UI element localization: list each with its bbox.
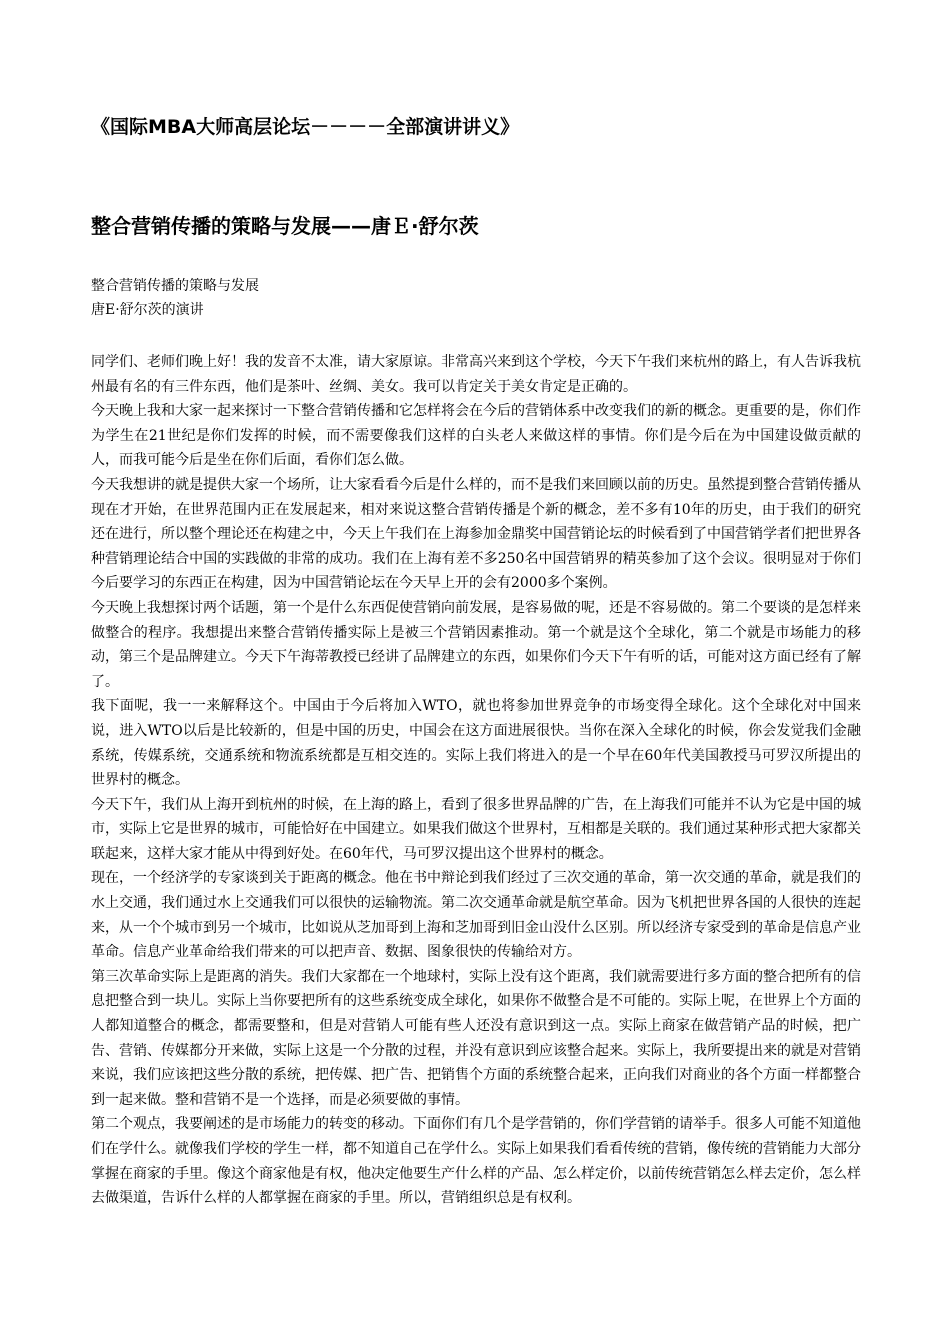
paragraph: 同学们、老师们晚上好！我的发音不太准，请大家原谅。非常高兴来到这个学校，今天下午我们来杭州的路上，有人告诉我杭州最有名的有三件东西，他们是茶叶、丝绸、美女。我可以肯定关于美女肯定是正确的。 bbox=[91, 354, 861, 395]
paragraph: 今天我想讲的就是提供大家一个场所，让大家看看今后是什么样的，而不是我们来回顾以前的历史。虽然提到整合营销传播从现在才开始，在世界范围内正在发展起来，相对来说这整合营销传播是个新的概念，差不多有10年的历史，由于我们的研究还在进行，所以整个理论还在构建之中，今天上午我们在上海参加金鼎奖中国营销论坛的时候看到了中国营销学者们把世界各种营销理论结合中国的实践做的非常的成功。我们在上海有差不多250名中国营销界的精英参加了这个会议。很明显对于你们今后要学习的东西正在构建，因为中国营销论坛在今天早上开的会有2000多个案例。 bbox=[91, 476, 861, 592]
paragraph: 我下面呢，我一一来解释这个。中国由于今后将加入WTO，就也将参加世界竞争的市场变得全球化。这个全球化对中国来说，进入WTO以后是比较新的，但是中国的历史，中国会在这方面进展很快。当你在深入全球化的时候，你会发觉我们金融系统，传媒系统，交通系统和物流系统都是互相交连的。实际上我们将进入的是一个早在60年代美国教授马可罗汉所提出的世界村的概念。 bbox=[91, 698, 861, 789]
paragraph: 今天晚上我想探讨两个话题，第一个是什么东西促使营销向前发展，是容易做的呢，还是不容易做的。第二个要谈的是怎样来做整合的程序。我想提出来整合营销传播实际上是被三个营销因素推动。第一个就是这个全球化，第二个就是市场能力的移动，第三个是品牌建立。今天下午海蒂教授已经讲了品牌建立的东西，如果你们今天下午有听的话，可能对这方面已经有了解了。 bbox=[91, 599, 861, 690]
speaker-line: 唐E·舒尔茨的演讲 bbox=[91, 302, 204, 318]
speech-subtitle: 整合营销传播的策略与发展 bbox=[91, 278, 259, 294]
speech-body bbox=[91, 350, 861, 1211]
document-title: 《国际MBA大师高层论坛－－－－全部演讲讲义》 bbox=[91, 116, 520, 138]
speech-title: 整合营销传播的策略与发展——唐Ｅ·舒尔茨 bbox=[91, 214, 479, 238]
paragraph: 现在，一个经济学的专家谈到关于距离的概念。他在书中辩论到我们经过了三次交通的革命，第一次交通的革命，就是我们的水上交通，我们通过水上交通我们可以很快的运输物流。第二次交通革命就是航空革命。因为飞机把世界各国的人很快的连起来，从一个个城市到另一个城市，比如说从芝加哥到上海和芝加哥到旧金山没什么区别。所以经济专家受到的革命是信息产业革命。信息产业革命给我们带来的可以把声音、数据、图象很快的传输给对方。 bbox=[91, 870, 861, 961]
speech-subtitle-block bbox=[91, 274, 259, 322]
paragraph: 今天下午，我们从上海开到杭州的时候，在上海的路上，看到了很多世界品牌的广告，在上海我们可能并不认为它是中国的城市，实际上它是世界的城市，可能恰好在中国建立。如果我们做这个世界村，互相都是关联的。我们通过某种形式把大家都关联起来，这样大家才能从中得到好处。在60年代，马可罗汉提出这个世界村的概念。 bbox=[91, 796, 861, 862]
paragraph: 第二个观点，我要阐述的是市场能力的转变的移动。下面你们有几个是学营销的，你们学营销的请举手。很多人可能不知道他们在学什么。就像我们学校的学生一样，都不知道自己在学什么。实际上如果我们看看传统的营销，像传统的营销能力大部分掌握在商家的手里。像这个商家他是有权，他决定他要生产什么样的产品、怎么样定价，以前传统营销怎么样去定价，怎么样去做渠道，告诉什么样的人都掌握在商家的手里。所以，营销组织总是有权利。 bbox=[91, 1116, 861, 1207]
paragraph: 第三次革命实际上是距离的消失。我们大家都在一个地球村，实际上没有这个距离，我们就需要进行多方面的整合把所有的信息把整合到一块儿。实际上当你要把所有的这些系统变成全球化，如果你不做整合是不可能的。实际上呢，在世界上个方面的人都知道整合的概念，都需要整和，但是对营销人可能有些人还没有意识到这一点。实际上商家在做营销产品的时候，把广告、营销、传媒都分开来做，实际上这是一个分散的过程，并没有意识到应该整合起来。实际上，我所要提出来的就是对营销来说，我们应该把这些分散的系统，把传媒、把广告、把销售个方面的系统整合起来，正向我们对商业的各个方面一样都整合到一起来做。整和营销不是一个选择，而是必须要做的事情。 bbox=[91, 968, 861, 1108]
paragraph: 今天晚上我和大家一起来探讨一下整合营销传播和它怎样将会在今后的营销体系中改变我们的新的概念。更重要的是，你们作为学生在21世纪是你们发挥的时候，而不需要像我们这样的白头老人来做这样的事情。你们是今后在为中国建设做贡献的人，而我可能今后是坐在你们后面，看你们怎么做。 bbox=[91, 403, 861, 469]
